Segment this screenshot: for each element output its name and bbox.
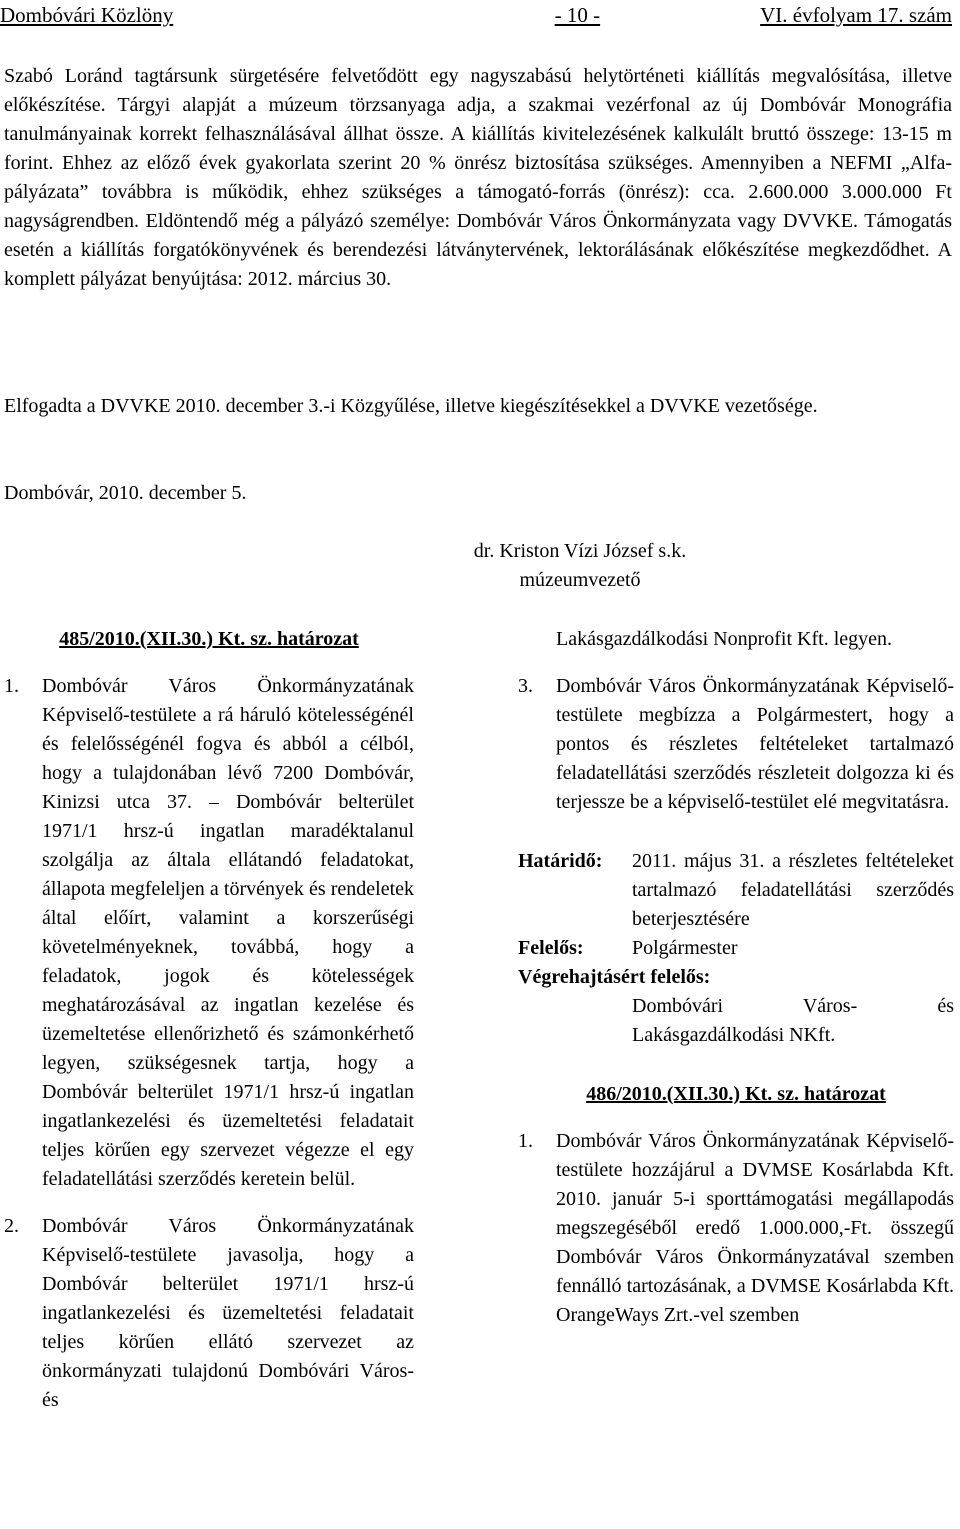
resolution-485-item-1 <box>4 672 414 1194</box>
signature-block <box>460 537 700 595</box>
right-column <box>518 625 954 1348</box>
page-number: - 10 - <box>554 3 601 27</box>
resolution-485-title: 485/2010.(XII.30.) Kt. sz. határozat <box>59 628 359 650</box>
executor-value: Dombóvári Város- és Lakásgazdálkodási NKft. <box>632 995 954 1046</box>
journal-title: Dombóvári Közlöny <box>0 3 174 27</box>
item-text: Dombóvár Város Önkormányzatának Képviselő-testülete javasolja, hogy a Dombóvár belterület 1971/1 hrsz-ú ingatlankezelési és üzemeltetési feladatait teljes körűen ellátó szervezet az önkormányzati tulajdonú Dombóvári Város- és <box>42 1215 414 1411</box>
adoption-paragraph: Elfogadta a DVVKE 2010. december 3.-i Közgyűlése, illetve kiegészítésekkel a DVVKE vezetősége. <box>4 395 818 417</box>
resolution-485-item-2-continuation: Lakásgazdálkodási Nonprofit Kft. legyen. <box>556 628 893 650</box>
responsible-value: Polgármester <box>632 937 738 959</box>
deadline-label: Határidő: <box>518 850 603 872</box>
item-text: Dombóvár Város Önkormányzatának Képviselő-testülete megbízza a Polgármestert, hogy a pontos és részletes feltételeket tartalmazó feladatellátási szerződés részleteit dolgozza ki és terjessze be a képviselő-testület elé megvitatásra. <box>556 675 954 813</box>
executor-label: Végrehajtásért felelős: <box>518 966 711 988</box>
item-number: 1. <box>518 1130 533 1152</box>
volume-info: VI. évfolyam 17. szám <box>760 3 952 27</box>
left-column <box>4 625 414 1433</box>
signature-name: dr. Kriston Vízi József s.k. <box>473 540 687 562</box>
place-date: Dombóvár, 2010. december 5. <box>4 482 247 504</box>
item-number: 2. <box>4 1215 19 1237</box>
responsible-row <box>518 934 954 963</box>
signature-role: múzeumvezető <box>519 569 641 591</box>
resolution-485-item-3 <box>518 672 954 817</box>
item-text: Dombóvár Város Önkormányzatának Képviselő-testülete a rá háruló kötelességénél és felelősségénél fogva és abból a célból, hogy a tulajdonában lévő 7200 Dombóvár, Kinizsi utca 37. – Dombóvár belterület 1971/1 hrsz-ú ingatlan maradéktalanul szolgálja az általa ellátandó feladatokat, állapota megfeleljen a törvények és rendeletek által előírt, valamint a korszerűségi követelményeknek, továbbá, hogy a feladatok, jogok és kötelességek meghatározásával az ingatlan kezelése és üzemeltetése ellenőrizhető és számonkérhető legyen, szükségesnek tartja, hogy a Dombóvár belterület 1971/1 hrsz-ú ingatlan ingatlankezelési és üzemeltetési feladatait teljes körűen egy szervezet végezze el egy feladatellátási szerződés keretein belül. <box>42 675 414 1190</box>
item-number: 1. <box>4 675 19 697</box>
page-header <box>0 0 952 30</box>
resolution-486-title: 486/2010.(XII.30.) Kt. sz. határozat <box>586 1083 886 1105</box>
item-text: Dombóvár Város Önkormányzatának Képviselő-testülete hozzájárul a DVMSE Kosárlabda Kft. 2010. január 5-i sporttámogatási megállapodás megszegéséből eredő 1.000.000,-Ft. összegű Dombóvár Város Önkormányzatával szemben fennálló tartozásának, a DVMSE Kosárlabda Kft. OrangeWays Zrt.-vel szemben <box>556 1130 954 1326</box>
resolution-486-item-1 <box>518 1127 954 1330</box>
deadline-row <box>518 847 954 934</box>
intro-paragraph: Szabó Loránd tagtársunk sürgetésére felvetődött egy nagyszabású helytörténeti kiállítás megvalósítása, illetve előkészítése. Tárgyi alapját a múzeum törzsanyaga adja, a szakmai vezérfonal az új Dombóvár Monográfia tanulmányainak korrekt felhasználásával állhat össze. A kiállítás kivitelezésének kalkulált bruttó összege: 13-15 m forint. Ehhez az előző évek gyakorlata szerint 20 % önrész biztosítása szükséges. Amennyiben a NEFMI „Alfa-pályázata” továbbra is működik, ehhez szükséges a támogató-forrás (önrész): cca. 2.600.000 3.000.000 Ft nagyságrendben. Eldöntendő még a pályázó személye: Dombóvár Város Önkormányzata vagy DVVKE. Támogatás esetén a kiállítás forgatókönyvének és berendezési látványtervének, lektorálásának előkészítése megkezdődhet. A komplett pályázat benyújtása: 2012. március 30. <box>4 65 952 290</box>
responsible-label: Felelős: <box>518 937 584 959</box>
item-number: 3. <box>518 675 533 697</box>
deadline-value: 2011. május 31. a részletes feltételeket tartalmazó feladatellátási szerződés beterjesztésére <box>632 850 954 930</box>
resolution-485-item-2 <box>4 1212 414 1415</box>
